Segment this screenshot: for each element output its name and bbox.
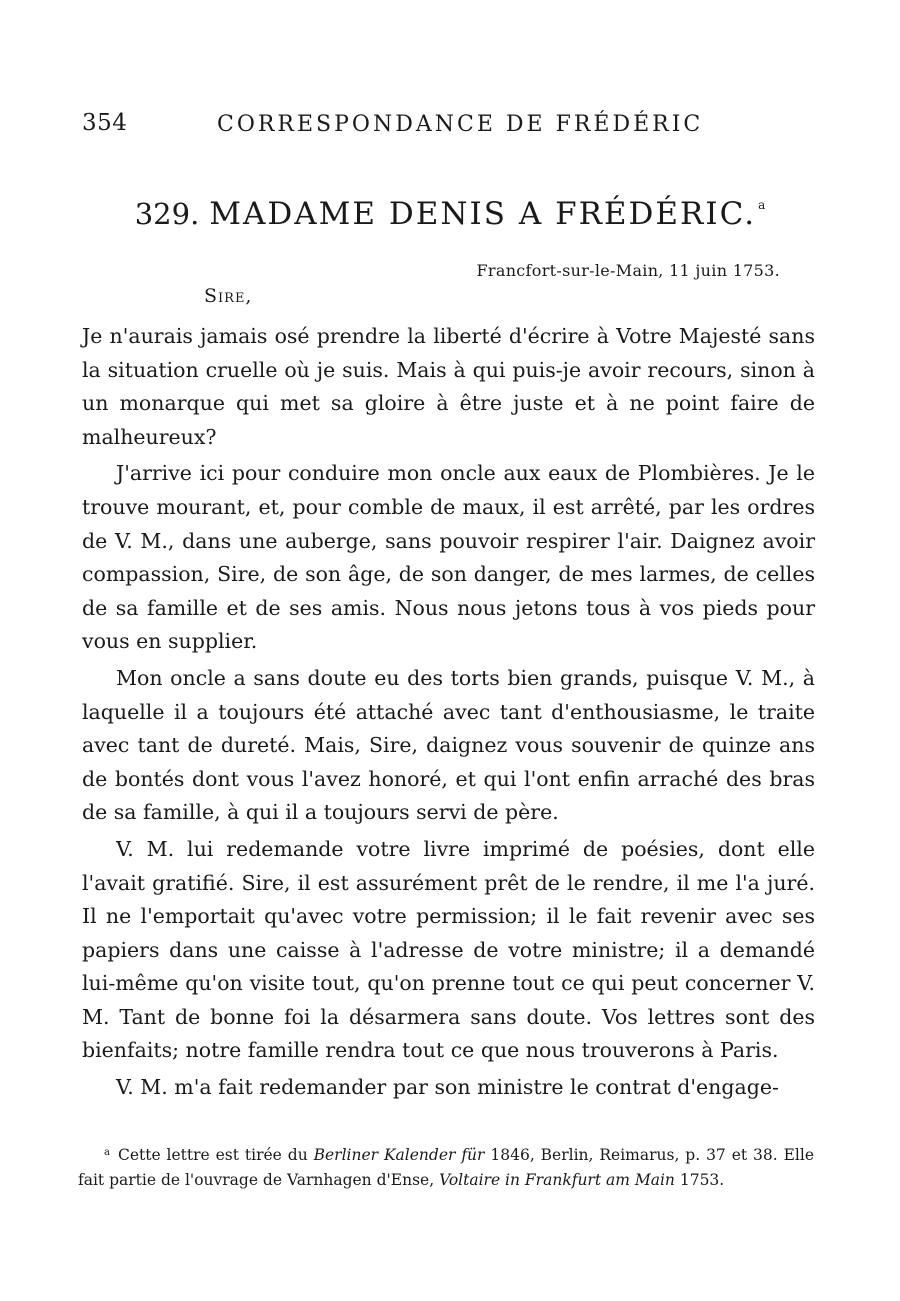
paragraph: V. M. m'a fait redemander par son ministre le contrat d'engage- [116,1075,779,1100]
letter-number: 329. [134,197,200,231]
footnote-source-title: Berliner Kalender für [313,1146,485,1164]
page-number: 354 [82,110,128,136]
footnote-text-3: 1753. [674,1171,725,1189]
paragraph: J'arrive ici pour conduire mon oncle aux eaux de Plombières. Je le trouve mourant, et, pour comble de maux, il est arrêté, par les ordres de V. M., dans une auberge, sans pouvoir respirer l'air. Daignez avoir compassion, Sire, de son âge, de son danger, de mes larmes, de celles de sa famille et de ses amis. Nous nous jetons tous à vos pieds pour vous en supplier. [82,461,815,654]
dateline: Francfort-sur-le-Main, 11 juin 1753. [476,261,780,280]
footnote-marker: a [104,1147,110,1158]
heading-footnote-marker: a [758,198,766,212]
paragraph: V. M. lui redemande votre livre imprimé de poésies, dont elle l'avait gratifié. Sire, il est assurément prêt de le rendre, il me l'a juré. Il ne l'emportait qu'avec votre permission; il le fait revenir avec ses papiers dans une caisse à l'adresse de votre ministre; il a demandé lui-même qu'on visite tout, qu'on prenne tout ce qui peut concerner V. M. Tant de bonne foi la désarmera sans doute. Vos lettres sont des bienfaits; notre famille rendra tout ce que nous trouverons à Paris. [82,836,815,1063]
footnote-text-2: 1846, Berlin, Reimarus, p. 37 et 38. Elle fait partie de l'ouvrage de Varnhagen d'Ense, [78,1146,815,1189]
letter-title: MADAME DENIS A FRÉDÉRIC. [209,196,757,232]
letter-body [82,320,815,1108]
footnote-text-1: Cette lettre est tirée du [117,1146,314,1164]
salutation: Sire, [204,285,253,307]
letter-heading [0,196,900,232]
paragraph: Je n'aurais jamais osé prendre la liberté d'écrire à Votre Majesté sans la situation cruelle où je suis. Mais à qui puis-je avoir recours, sinon à un monarque qui met sa gloire à être juste et à ne point faire de malheureux? [82,324,815,449]
running-head [82,110,812,142]
footnote [78,1140,814,1193]
paragraph: Mon oncle a sans doute eu des torts bien grands, puisque V. M., à laquelle il a toujours été attaché avec tant d'enthousiasme, le traite avec tant de dureté. Mais, Sire, daignez vous souvenir de quinze ans de bontés dont vous l'avez honoré, et qui l'ont enfin arraché des bras de sa famille, à qui il a toujours servi de père. [82,665,815,825]
footnote-work-title: Voltaire in Frankfurt am Main [439,1171,675,1189]
running-title: CORRESPONDANCE DE FRÉDÉRIC [217,112,704,137]
